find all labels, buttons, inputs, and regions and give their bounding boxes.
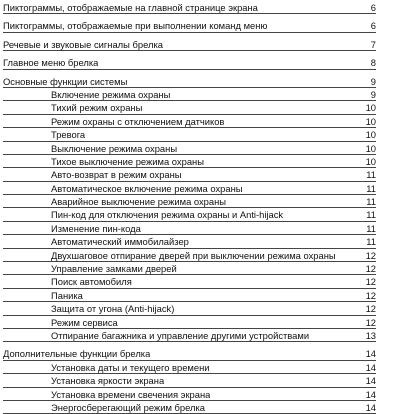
toc-entry[interactable] (3, 195, 376, 208)
toc-entry-page-number: 11 (366, 169, 376, 181)
toc-entry-title: Включение режима охраны (51, 88, 171, 100)
toc-entry-page-number: 12 (365, 249, 376, 261)
toc-entry-title: Пин-код для отключения режима охраны и Anti-hijack (51, 209, 284, 221)
toc-entry[interactable] (3, 1, 376, 14)
toc-entry[interactable] (3, 249, 376, 262)
toc-entry-title: Режим охраны с отключением датчиков (51, 115, 225, 127)
toc-entry-page-number: 10 (365, 155, 376, 167)
toc-entry-page-number: 8 (370, 57, 376, 69)
toc-entry-page-number: 11 (366, 236, 376, 248)
toc-entry-title: Двухшаговое отпирание дверей при выключении режима охраны (51, 249, 336, 261)
toc-entry[interactable] (3, 329, 376, 342)
toc-entry-page-number: 11 (366, 182, 376, 194)
toc-entry[interactable] (3, 374, 376, 387)
toc-entry-title: Речевые и звуковые сигналы брелка (3, 38, 163, 50)
toc-entry-title: Установка времени свечения экрана (51, 388, 211, 400)
toc-entry-title: Авто-возврат в режим охраны (51, 169, 182, 181)
toc-entry-page-number: 12 (365, 316, 376, 328)
toc-entry[interactable] (3, 361, 376, 374)
toc-entry-page-number: 12 (365, 289, 376, 301)
toc-entry[interactable] (3, 316, 376, 329)
toc-entry[interactable] (3, 401, 376, 414)
toc-entry-title: Установка яркости экрана (51, 375, 165, 387)
toc-entry-page-number: 14 (365, 388, 376, 400)
toc-entry-title: Управление замками дверей (51, 263, 177, 275)
toc-entry-title: Основные функции системы (3, 75, 128, 87)
toc-entry-title: Дополнительные функции брелка (3, 348, 151, 360)
toc-entry[interactable] (3, 38, 376, 51)
toc-entry[interactable] (3, 155, 376, 168)
toc-entry[interactable] (3, 262, 376, 275)
toc-entry[interactable] (3, 88, 376, 101)
toc-entry-title: Пиктограммы, отображаемые при выполнении команд меню (3, 20, 268, 32)
toc-entry[interactable] (3, 289, 376, 302)
table-of-contents (3, 1, 376, 414)
toc-entry-page-number: 14 (365, 401, 376, 413)
toc-entry[interactable] (3, 115, 376, 128)
toc-entry-page-number: 13 (365, 329, 376, 341)
toc-entry[interactable] (3, 56, 376, 69)
toc-entry[interactable] (3, 168, 376, 181)
toc-entry[interactable] (3, 208, 376, 221)
toc-entry-page-number: 11 (366, 222, 376, 234)
toc-entry-title: Отпирание багажника и управление другими устройствами (51, 329, 310, 341)
toc-entry[interactable] (3, 19, 376, 32)
toc-entry[interactable] (3, 128, 376, 141)
toc-entry-page-number: 12 (365, 263, 376, 275)
toc-entry-page-number: 11 (366, 209, 376, 221)
toc-entry-title: Установка даты и текущего времени (51, 361, 210, 373)
toc-entry-title: Паника (51, 289, 83, 301)
toc-entry-page-number: 9 (370, 88, 376, 100)
toc-entry[interactable] (3, 182, 376, 195)
toc-entry-title: Тихий режим охраны (51, 102, 143, 114)
toc-entry[interactable] (3, 275, 376, 288)
toc-entry[interactable] (3, 235, 376, 248)
toc-entry-title: Пиктограммы, отображаемые на главной странице экрана (3, 2, 258, 13)
toc-entry-title: Поиск автомобиля (51, 276, 132, 288)
toc-entry[interactable] (3, 75, 376, 88)
toc-entry-page-number: 6 (370, 2, 376, 13)
toc-entry-page-number: 10 (365, 115, 376, 127)
toc-entry-page-number: 6 (370, 20, 376, 32)
toc-entry[interactable] (3, 142, 376, 155)
toc-entry[interactable] (3, 101, 376, 114)
toc-entry-page-number: 12 (365, 276, 376, 288)
toc-entry-page-number: 14 (365, 375, 376, 387)
toc-entry-title: Тихое выключение режима охраны (51, 155, 204, 167)
toc-entry-title: Автоматическое включение режима охраны (51, 182, 243, 194)
toc-entry-title: Аварийное выключение режима охраны (51, 196, 227, 208)
toc-entry-page-number: 10 (365, 102, 376, 114)
toc-entry[interactable] (3, 347, 376, 360)
toc-entry[interactable] (3, 302, 376, 315)
toc-entry-page-number: 7 (370, 38, 376, 50)
toc-entry-page-number: 9 (370, 75, 376, 87)
toc-entry-title: Защита от угона (Anti-hijack) (51, 303, 175, 315)
toc-entry[interactable] (3, 222, 376, 235)
toc-entry-page-number: 10 (365, 129, 376, 141)
toc-entry-page-number: 14 (365, 348, 376, 360)
toc-entry-page-number: 12 (365, 303, 376, 315)
toc-entry-page-number: 14 (365, 361, 376, 373)
toc-entry-title: Режим сервиса (51, 316, 118, 328)
toc-entry-page-number: 11 (366, 196, 376, 208)
toc-entry-page-number: 10 (365, 142, 376, 154)
toc-entry-title: Выключение режима охраны (51, 142, 178, 154)
toc-entry-title: Изменение пин-кода (51, 222, 141, 234)
toc-entry[interactable] (3, 388, 376, 401)
toc-entry-title: Главное меню брелка (3, 57, 99, 69)
toc-entry-title: Энергосберегающий режим брелка (51, 401, 205, 413)
toc-entry-title: Тревога (51, 129, 86, 141)
toc-entry-title: Автоматический иммобилайзер (51, 236, 189, 248)
